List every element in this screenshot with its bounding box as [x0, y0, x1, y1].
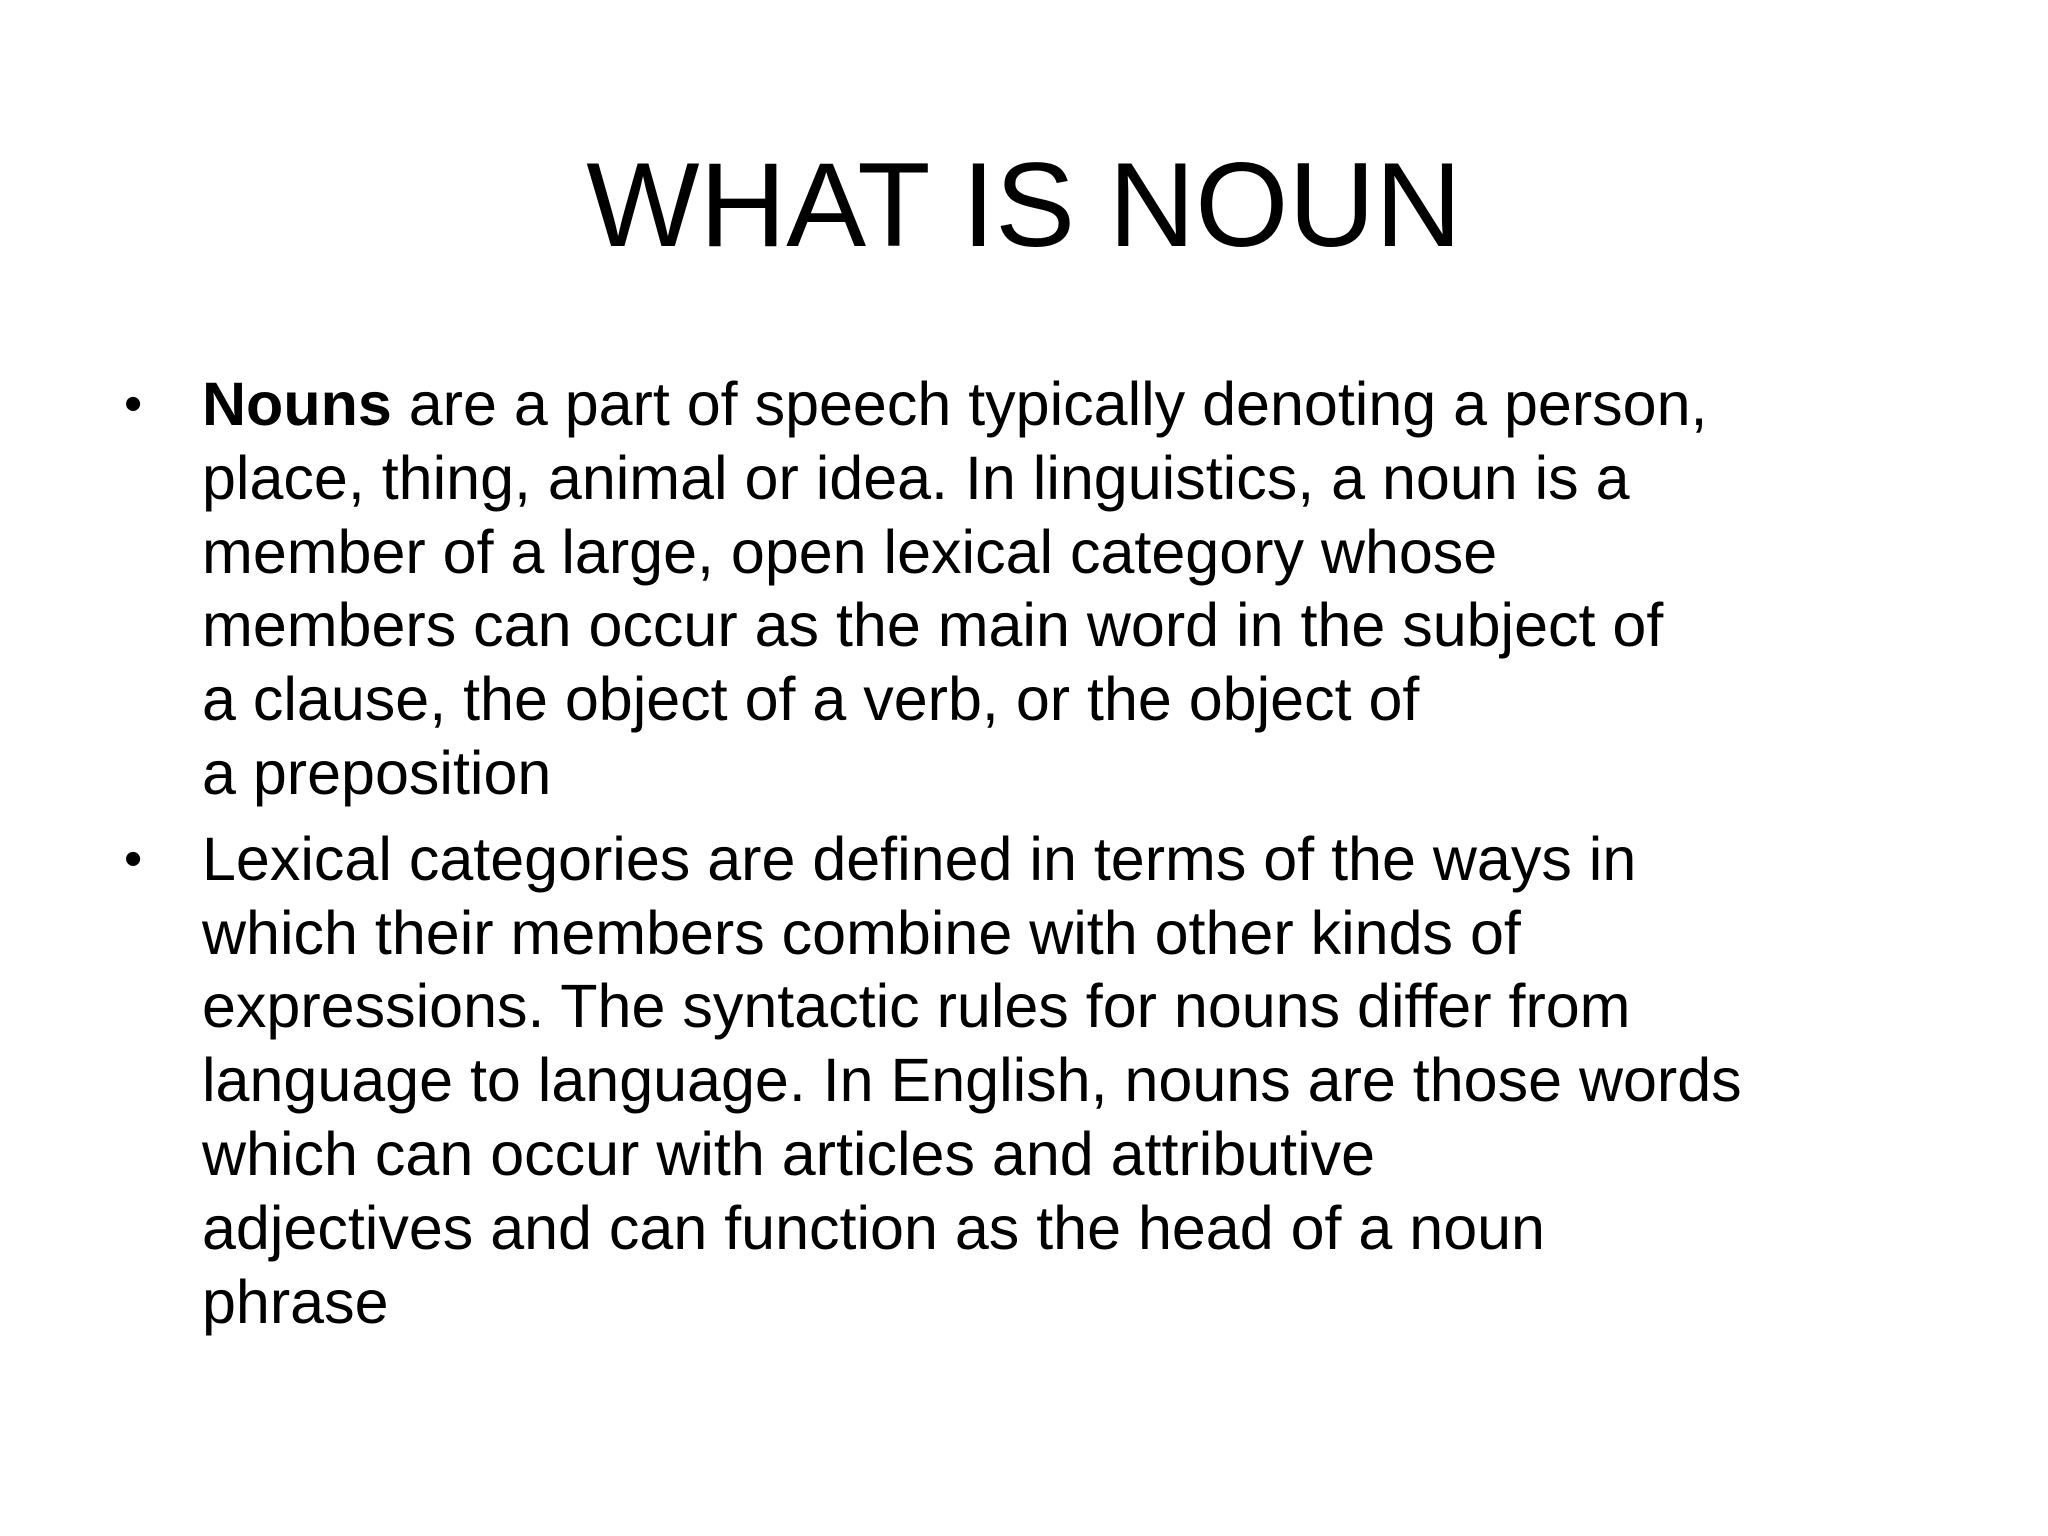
- bullet-line: language to language. In English, nouns are those words: [202, 1046, 1742, 1115]
- bullet-icon: •: [124, 829, 143, 888]
- bullet-line: [202, 368, 1962, 442]
- bullet-line: expressions. The syntactic rules for nouns differ from: [202, 972, 1631, 1041]
- bullet-line: adjectives and can function as the head of a noun: [202, 1193, 1545, 1262]
- bullet-item-nouns-definition: [0, 368, 1962, 811]
- bullet-icon: •: [124, 375, 143, 433]
- bullet-list: [0, 368, 2048, 1351]
- bullet-line: a preposition: [202, 738, 552, 807]
- bullet-line: members can occur as the main word in the subject of: [202, 591, 1664, 660]
- bullet-line: place, thing, animal or idea. In linguistics, a noun is a: [202, 443, 1630, 512]
- bullet-line: phrase: [202, 1267, 389, 1336]
- slide-title: WHAT IS NOUN: [586, 138, 1462, 272]
- bullet-line: which their members combine with other kinds of: [202, 898, 1521, 967]
- bold-term: Nouns: [202, 370, 392, 438]
- bullet-line: which can occur with articles and attributive: [202, 1119, 1376, 1188]
- bullet-line-text: are a part of speech typically denoting a person,: [391, 370, 1708, 438]
- bullet-line: Lexical categories are defined in terms of the ways in: [202, 824, 1637, 893]
- bullet-item-lexical-categories: [0, 823, 1962, 1340]
- bullet-line: member of a large, open lexical category whose: [202, 517, 1498, 586]
- bullet-line: a clause, the object of a verb, or the object of: [202, 665, 1420, 734]
